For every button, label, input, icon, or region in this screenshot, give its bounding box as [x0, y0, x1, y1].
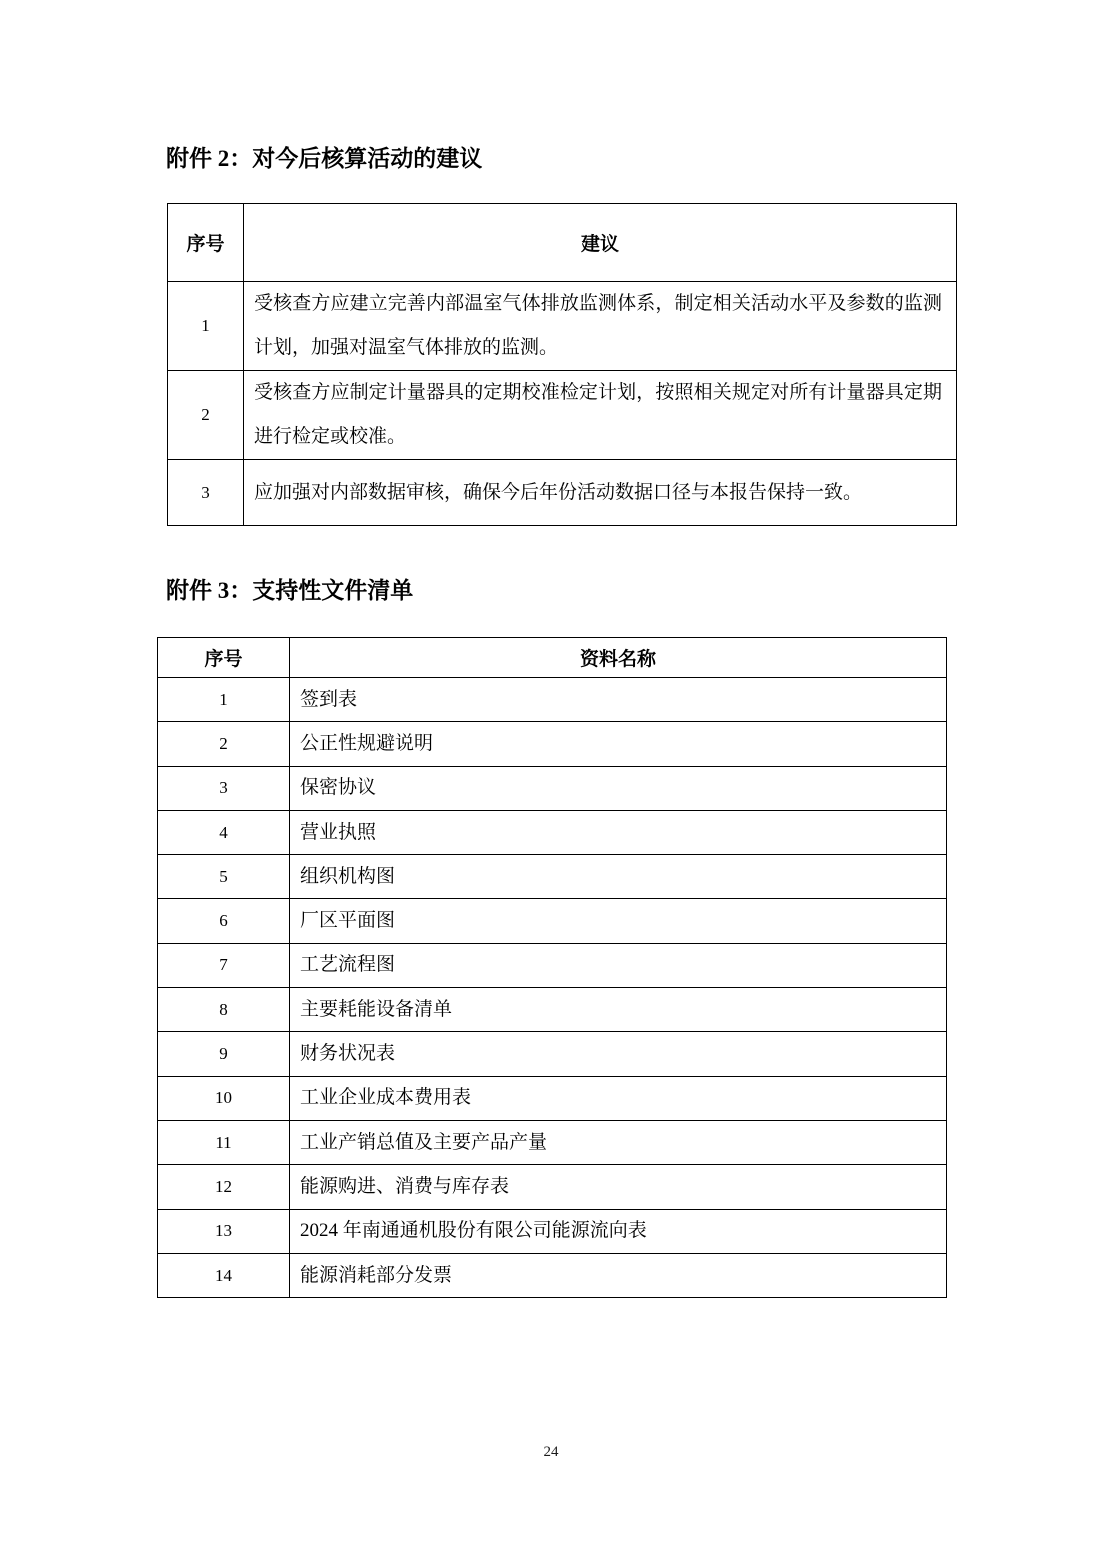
row-text: 保密协议: [290, 766, 947, 810]
row-serial-number: 13: [158, 1209, 290, 1253]
table-row: [158, 1165, 947, 1209]
row-text: 受核查方应建立完善内部温室气体排放监测体系，制定相关活动水平及参数的监测计划，加强对温室气体排放的监测。: [244, 282, 957, 371]
table-row: [168, 282, 957, 371]
row-serial-number: 12: [158, 1165, 290, 1209]
row-text: 工艺流程图: [290, 943, 947, 987]
row-serial-number: 10: [158, 1076, 290, 1120]
row-serial-number: 11: [158, 1120, 290, 1164]
row-text: 主要耗能设备清单: [290, 988, 947, 1032]
row-text: 工业产销总值及主要产品产量: [290, 1120, 947, 1164]
table-row: [158, 1076, 947, 1120]
table-row: [158, 988, 947, 1032]
row-serial-number: 2: [158, 722, 290, 766]
column-header-document-name: 资料名称: [290, 638, 947, 678]
table-header-row: [168, 204, 957, 282]
table-row: [168, 371, 957, 460]
table-header-row: [158, 638, 947, 678]
table-row: [158, 1209, 947, 1253]
row-text: 组织机构图: [290, 855, 947, 899]
row-text: 受核查方应制定计量器具的定期校准检定计划，按照相关规定对所有计量器具定期进行检定或校准。: [244, 371, 957, 460]
column-header-serial-number: 序号: [158, 638, 290, 678]
row-text: 工业企业成本费用表: [290, 1076, 947, 1120]
row-serial-number: 1: [158, 678, 290, 722]
table-row: [158, 1032, 947, 1076]
table-row: [158, 1120, 947, 1164]
row-text: 签到表: [290, 678, 947, 722]
row-text: 营业执照: [290, 810, 947, 854]
table-row: [158, 855, 947, 899]
supporting-documents-table: [157, 637, 947, 1298]
table-row: [158, 943, 947, 987]
row-serial-number: 6: [158, 899, 290, 943]
row-serial-number: 2: [168, 371, 244, 460]
attachment3-title: 附件 3：支持性文件清单: [166, 578, 414, 603]
row-text: 能源消耗部分发票: [290, 1253, 947, 1297]
row-serial-number: 5: [158, 855, 290, 899]
row-serial-number: 1: [168, 282, 244, 371]
table-row: [168, 460, 957, 526]
table-row: [158, 899, 947, 943]
column-header-suggestion: 建议: [244, 204, 957, 282]
row-text: 公正性规避说明: [290, 722, 947, 766]
row-text: 财务状况表: [290, 1032, 947, 1076]
page-number: 24: [543, 1444, 559, 1460]
row-serial-number: 14: [158, 1253, 290, 1297]
row-text: 厂区平面图: [290, 899, 947, 943]
row-serial-number: 9: [158, 1032, 290, 1076]
table-row: [158, 722, 947, 766]
row-serial-number: 7: [158, 943, 290, 987]
table-row: [158, 1253, 947, 1297]
row-text: 能源购进、消费与库存表: [290, 1165, 947, 1209]
row-text: 2024 年南通通机股份有限公司能源流向表: [290, 1209, 947, 1253]
table-row: [158, 678, 947, 722]
column-header-serial-number: 序号: [168, 204, 244, 282]
row-text: 应加强对内部数据审核，确保今后年份活动数据口径与本报告保持一致。: [244, 460, 957, 526]
row-serial-number: 4: [158, 810, 290, 854]
suggestions-table: [167, 203, 957, 526]
table-row: [158, 766, 947, 810]
row-serial-number: 3: [158, 766, 290, 810]
attachment2-title: 附件 2：对今后核算活动的建议: [166, 146, 483, 171]
row-serial-number: 3: [168, 460, 244, 526]
row-serial-number: 8: [158, 988, 290, 1032]
table-row: [158, 810, 947, 854]
